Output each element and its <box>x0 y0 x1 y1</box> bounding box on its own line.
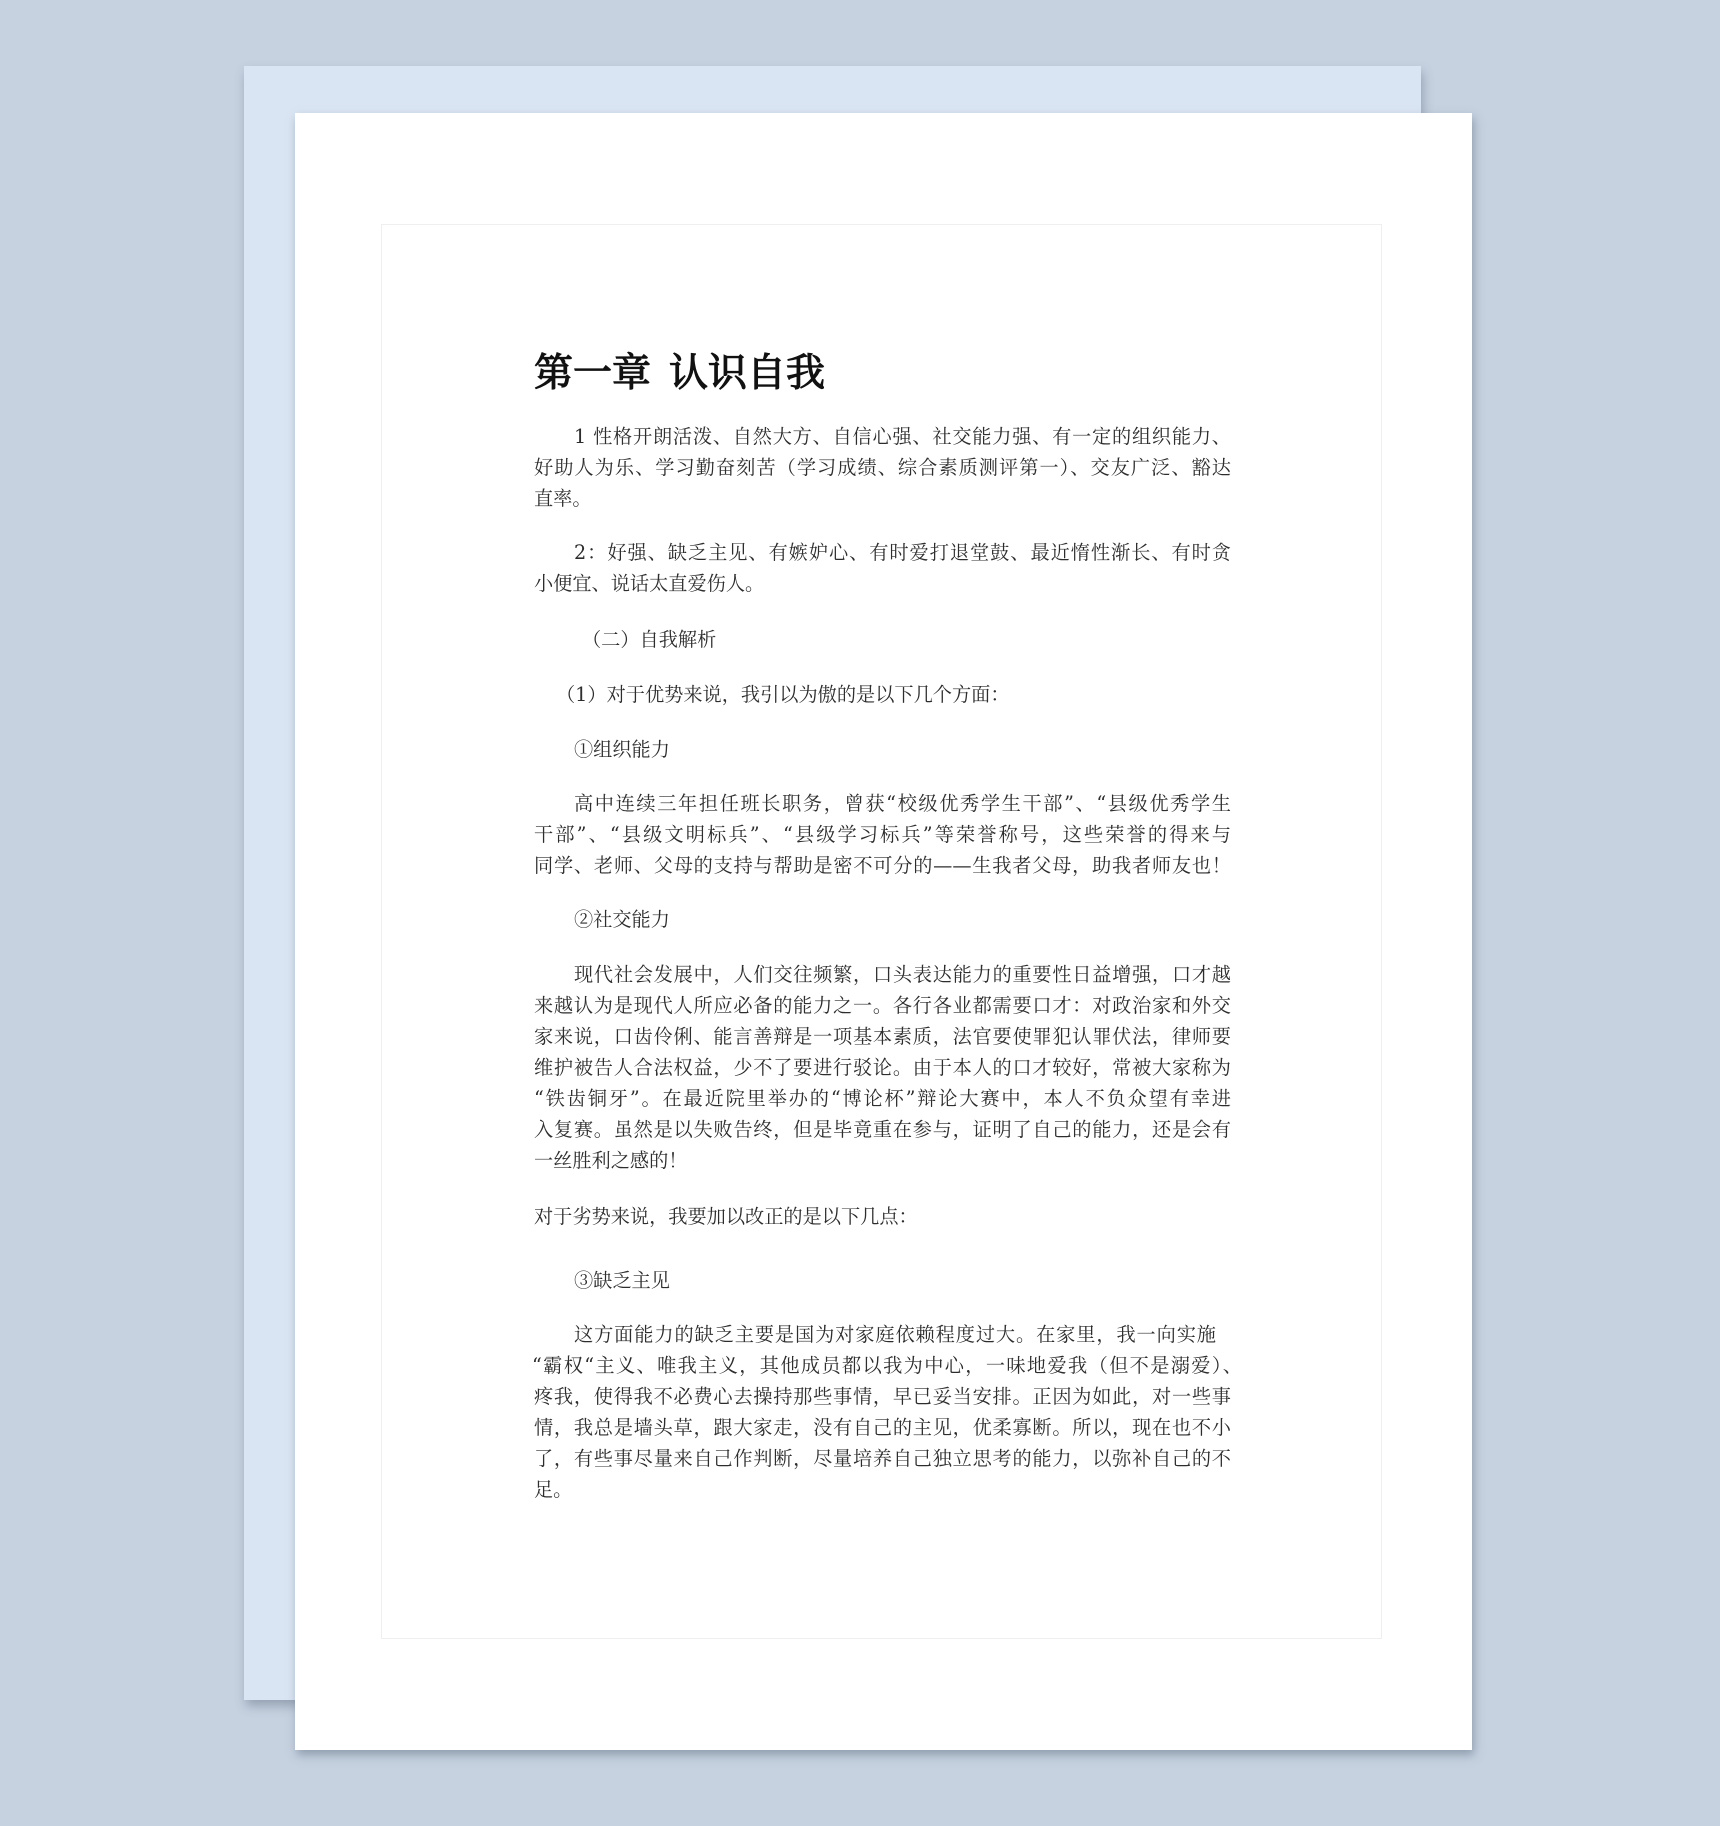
paragraph-4-line-3: 家来说，口齿伶俐、能言善辩是一项基本素质，法官要使罪犯认罪伏法，律师要 <box>534 1025 1231 1048</box>
item-social-ability: ②社交能力 <box>574 908 670 931</box>
paragraph-4-line-6: 入复赛。虽然是以失败告终，但是毕竟重在参与，证明了自己的能力，还是会有 <box>534 1118 1231 1141</box>
chapter-name: 认识自我 <box>669 351 826 396</box>
paragraph-5-line-4: 情，我总是墙头草，跟大家走，没有自己的主见，优柔寡断。所以，现在也不小 <box>534 1416 1231 1439</box>
paragraph-3-line-2: 干部”、“县级文明标兵”、“县级学习标兵”等荣誉称号，这些荣誉的得来与 <box>534 823 1231 846</box>
subsection-strengths-intro: （1）对于优势来说，我引以为傲的是以下几个方面： <box>556 683 1010 706</box>
paragraph-4-line-4: 维护被告人合法权益，少不了要进行驳论。由于本人的口才较好，常被大家称为 <box>534 1056 1231 1079</box>
paragraph-5-line-3: 疼我，使得我不必费心去操持那些事情，早已妥当安排。正因为如此，对一些事 <box>534 1385 1231 1408</box>
weaknesses-intro: 对于劣势来说，我要加以改正的是以下几点： <box>534 1205 918 1228</box>
paragraph-5-line-2: “霸权“主义、唯我主义，其他成员都以我为中心，一味地爱我（但不是溺爱）、 <box>532 1354 1242 1377</box>
paragraph-1-line-1: 1 性格开朗活泼、自然大方、自信心强、社交能力强、有一定的组织能力、 <box>574 425 1231 448</box>
item-lack-of-opinion: ③缺乏主见 <box>574 1269 670 1292</box>
paragraph-5-line-6: 足。 <box>534 1478 573 1501</box>
paragraph-5-line-5: 了，有些事尽量来自己作判断，尽量培养自己独立思考的能力，以弥补自己的不 <box>534 1447 1231 1470</box>
paragraph-2-line-1: 2：好强、缺乏主见、有嫉妒心、有时爱打退堂鼓、最近惰性渐长、有时贪 <box>574 541 1231 564</box>
paragraph-1-line-2: 好助人为乐、学习勤奋刻苦（学习成绩、综合素质测评第一）、交友广泛、豁达 <box>534 456 1231 479</box>
paragraph-3-line-1: 高中连续三年担任班长职务，曾获“校级优秀学生干部”、“县级优秀学生 <box>574 792 1231 815</box>
paragraph-5-line-1: 这方面能力的缺乏主要是国为对家庭依赖程度过大。在家里，我一向实施 <box>574 1323 1216 1346</box>
paragraph-4-line-7: 一丝胜利之感的！ <box>534 1149 688 1172</box>
paragraph-3-line-3: 同学、老师、父母的支持与帮助是密不可分的——生我者父母，助我者师友也！ <box>534 854 1231 877</box>
item-organization-ability: ①组织能力 <box>574 738 670 761</box>
paragraph-4-line-1: 现代社会发展中，人们交往频繁，口头表达能力的重要性日益增强，口才越 <box>574 963 1231 986</box>
paragraph-4-line-2: 来越认为是现代人所应必备的能力之一。各行各业都需要口才：对政治家和外交 <box>534 994 1231 1017</box>
chapter-number: 第一章 <box>534 351 652 396</box>
paragraph-4-line-5: “铁齿铜牙”。在最近院里举办的“博论杯”辩论大赛中，本人不负众望有幸进 <box>534 1087 1231 1110</box>
paragraph-2-line-2: 小便宜、说话太直爱伤人。 <box>534 572 765 595</box>
chapter-title <box>534 349 825 399</box>
front-page-sheet <box>295 113 1472 1750</box>
paragraph-1-line-3: 直率。 <box>534 487 592 510</box>
section-heading-self-analysis: （二）自我解析 <box>582 628 717 651</box>
